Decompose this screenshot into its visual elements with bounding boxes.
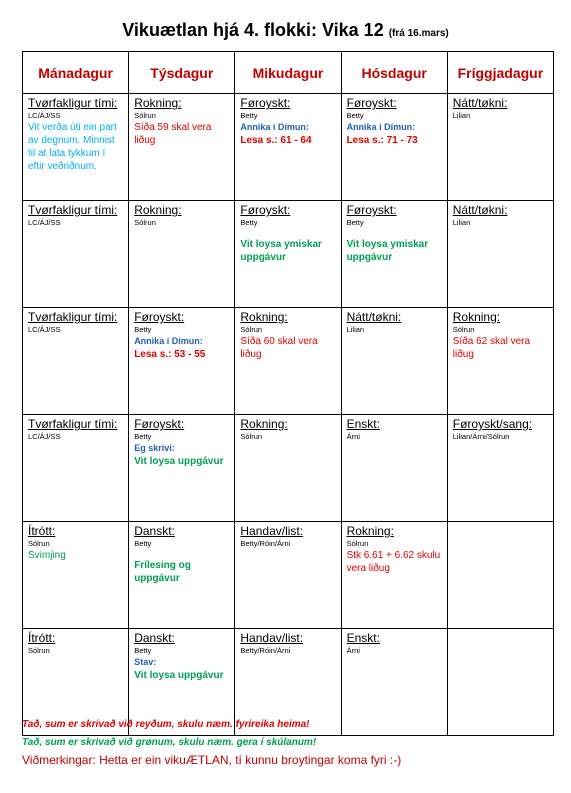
teacher-label: Lilian — [452, 218, 471, 227]
teacher-label: Lilian — [452, 111, 471, 120]
lesson-note: Annika í Dímun: — [134, 336, 203, 346]
subject-label: Tvørfakligur tími: — [28, 417, 118, 431]
subject-label: Nátt/tøkni: — [452, 96, 508, 110]
lesson-note: Síða 62 skal vera liðug — [452, 336, 531, 360]
teacher-label: Sólrun — [28, 646, 50, 655]
spacer — [240, 228, 336, 238]
subject-label: Rokning: — [134, 203, 182, 217]
teacher-label: Sólrun — [346, 539, 369, 548]
lesson-cell — [129, 94, 235, 201]
lesson-cell — [341, 415, 447, 522]
teacher-label: Betty — [240, 218, 258, 227]
day-header-row — [23, 52, 554, 94]
teacher-label: Betty — [134, 325, 152, 334]
schedule-body — [23, 94, 554, 736]
teacher-label: Lilian — [346, 325, 365, 334]
lesson-cell — [23, 415, 129, 522]
lesson-cell — [235, 308, 341, 415]
lesson-row — [23, 522, 554, 629]
lesson-note: Lesa s.: 71 - 73 — [346, 135, 418, 146]
teacher-label: Sólrun — [240, 432, 263, 441]
lesson-cell — [129, 522, 235, 629]
teacher-label: Betty — [346, 111, 364, 120]
subject-label: Danskt: — [134, 631, 175, 645]
footer-red-note: Tað, sum er skrivað við reyðum, skulu næm. fyrireika heima! — [22, 719, 310, 730]
subject-label: Føroyskt: — [240, 96, 291, 110]
subject-label: Føroyskt: — [134, 417, 185, 431]
day-header: Mánadagur — [23, 52, 129, 94]
lesson-cell — [341, 94, 447, 201]
teacher-label: Árni — [346, 646, 360, 655]
lesson-note: Vit verða úti ein part av degnum. Minnist til at lata tykkum í eftir veðriðnum. — [28, 122, 117, 172]
page-title-text: Vikuætlan hjá 4. flokki: Vika 12 — [122, 20, 384, 40]
teacher-label: LC/ÁJ/SS — [28, 218, 61, 227]
day-header: Týsdagur — [129, 52, 235, 94]
teacher-label: Sólrun — [134, 218, 156, 227]
footer-green-note: Tað, sum er skrivað við grønum, skulu næm. gera í skúlanum! — [22, 737, 317, 748]
lesson-cell — [341, 201, 447, 308]
subject-label: Enskt: — [346, 417, 380, 431]
teacher-label: Betty — [134, 539, 152, 548]
subject-label: Rokning: — [240, 417, 288, 431]
lesson-cell — [23, 201, 129, 308]
teacher-label: LC/ÁJ/SS — [28, 111, 61, 120]
teacher-label: Árni — [346, 432, 360, 441]
teacher-label: Betty — [240, 111, 258, 120]
lesson-note: Vit loysa uppgávur — [134, 456, 224, 467]
lesson-cell — [235, 201, 341, 308]
lesson-note: Lesa s.: 53 - 55 — [134, 349, 206, 360]
teacher-label: Sólrun — [452, 325, 475, 334]
lesson-note: Stk 6.61 + 6.62 skulu vera liðug — [346, 550, 441, 574]
day-header: Hósdagur — [341, 52, 447, 94]
lesson-cell — [341, 308, 447, 415]
subject-label: Ítrótt: — [28, 524, 56, 538]
lesson-note: Lesa s.: 61 - 64 — [240, 135, 312, 146]
subject-label: Nátt/tøkni: — [452, 203, 508, 217]
teacher-label: Sólrun — [28, 539, 50, 548]
page-title — [0, 20, 571, 41]
subject-label: Handav/list: — [240, 524, 304, 538]
lesson-note: Síða 60 skal vera liðug — [240, 336, 318, 360]
lesson-note: Annika í Dímun: — [346, 122, 416, 132]
lesson-note: Vit loysa ymiskar uppgávur — [346, 239, 429, 263]
subject-label: Tvørfakligur tími: — [28, 203, 118, 217]
lesson-cell — [341, 522, 447, 629]
teacher-label: Betty/Róin/Árni — [240, 646, 291, 655]
subject-label: Ítrótt: — [28, 631, 56, 645]
weekly-schedule-table — [22, 51, 554, 736]
teacher-label: Betty — [134, 646, 152, 655]
subject-label: Danskt: — [134, 524, 175, 538]
subject-label: Føroyskt: — [346, 203, 397, 217]
lesson-cell — [447, 94, 553, 201]
day-header: Mikudagur — [235, 52, 341, 94]
lesson-cell — [129, 201, 235, 308]
page-subtitle: (frá 16.mars) — [388, 28, 449, 39]
subject-label: Føroyskt: — [240, 203, 291, 217]
lesson-row — [23, 201, 554, 308]
subject-label: Rokning: — [134, 96, 182, 110]
subject-label: Enskt: — [346, 631, 380, 645]
spacer — [347, 228, 443, 238]
subject-label: Handav/list: — [240, 631, 304, 645]
teacher-label: Sólrun — [134, 111, 156, 120]
footer-remark: Viðmerkingar: Hetta er ein vikuÆTLAN, tí kunnu broytingar koma fyri :-) — [22, 753, 402, 767]
lesson-cell — [129, 415, 235, 522]
lesson-cell — [235, 415, 341, 522]
spacer — [134, 549, 230, 559]
lesson-cell — [129, 308, 235, 415]
lesson-cell — [235, 522, 341, 629]
teacher-label: Betty — [134, 432, 152, 441]
teacher-label: Betty/Róin/Árni — [240, 539, 291, 548]
subject-label: Føroyskt: — [346, 96, 397, 110]
lesson-note: Svimjing — [28, 550, 66, 561]
subject-label: Nátt/tøkni: — [346, 310, 402, 324]
lesson-note: Vit loysa ymiskar uppgávur — [240, 239, 322, 263]
lesson-note: Vit loysa uppgávur — [134, 670, 224, 681]
lesson-cell — [23, 522, 129, 629]
lesson-cell — [235, 94, 341, 201]
lesson-cell — [447, 308, 553, 415]
lesson-row — [23, 308, 554, 415]
lesson-note: Síða 59 skal vera liðug — [134, 122, 212, 146]
teacher-label: Lilian/Árni/Sólrun — [452, 432, 510, 441]
subject-label: Føroyskt/sang: — [452, 417, 533, 431]
subject-label: Rokning: — [346, 524, 394, 538]
subject-label: Rokning: — [240, 310, 288, 324]
subject-label: Tvørfakligur tími: — [28, 96, 118, 110]
teacher-label: Sólrun — [240, 325, 263, 334]
teacher-label: LC/ÁJ/SS — [28, 432, 61, 441]
lesson-cell — [447, 201, 553, 308]
lesson-note: Frílesing og uppgávur — [134, 560, 191, 584]
subject-label: Tvørfakligur tími: — [28, 310, 118, 324]
subject-label: Føroyskt: — [134, 310, 185, 324]
lesson-note: Eg skrivi: — [134, 443, 175, 453]
lesson-cell — [447, 415, 553, 522]
lesson-cell — [23, 308, 129, 415]
lesson-cell — [447, 522, 553, 629]
subject-label: Rokning: — [452, 310, 501, 324]
teacher-label: Betty — [346, 218, 364, 227]
lesson-row — [23, 94, 554, 201]
lesson-note: Stav: — [134, 657, 157, 667]
day-header: Fríggjadagur — [447, 52, 553, 94]
lesson-note: Annika í Dímun: — [240, 122, 309, 132]
lesson-cell — [23, 94, 129, 201]
lesson-row — [23, 415, 554, 522]
teacher-label: LC/ÁJ/SS — [28, 325, 61, 334]
